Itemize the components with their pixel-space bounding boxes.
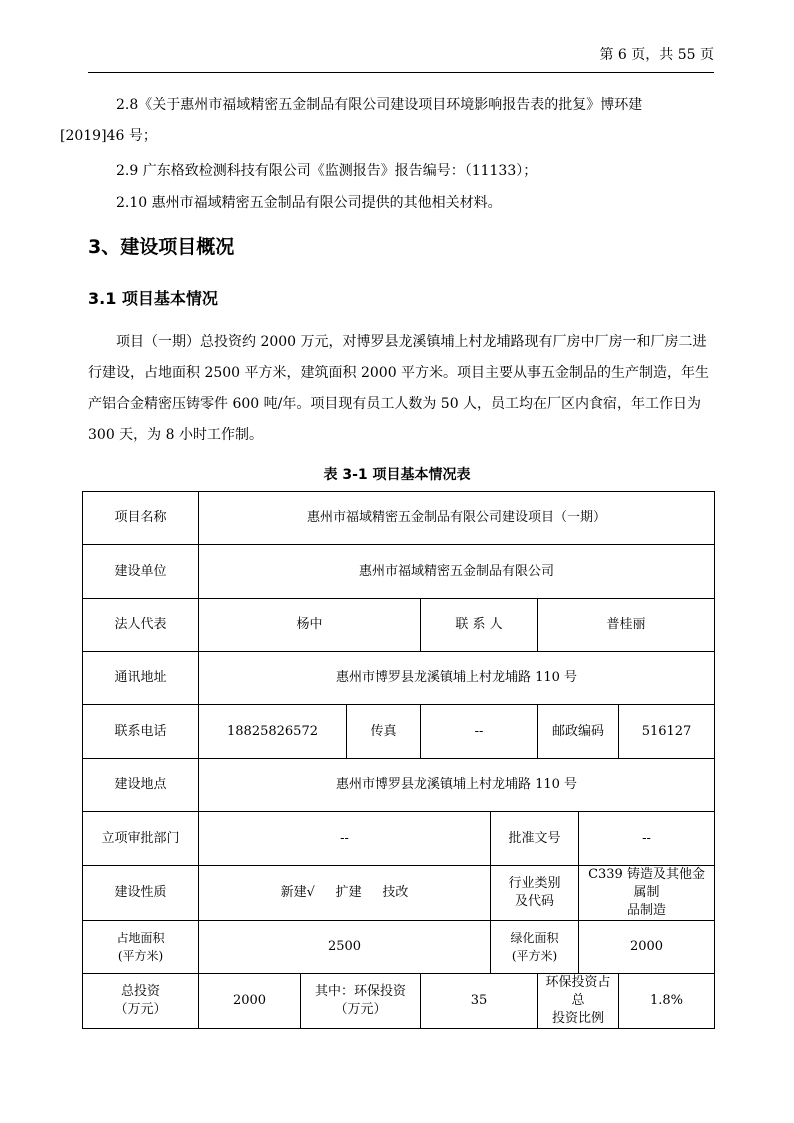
land-area-label: 占地面积 (平方米) bbox=[83, 921, 199, 974]
postcode-label: 邮政编码 bbox=[538, 705, 619, 759]
section-title: 3、建设项目概况 bbox=[88, 236, 235, 258]
contact-label: 联 系 人 bbox=[421, 599, 538, 652]
nature-label: 建设性质 bbox=[83, 866, 199, 921]
nature-new: 新建√ bbox=[280, 885, 315, 900]
invest: 2000 bbox=[199, 974, 301, 1029]
industry-label: 行业类别 及代码 bbox=[491, 866, 579, 921]
green-area-label: 绿化面积 (平方米) bbox=[491, 921, 579, 974]
legal-rep: 杨中 bbox=[199, 599, 421, 652]
page-number: 第 6 页，共 55 页 bbox=[599, 47, 714, 63]
env-ratio-label: 环保投资占总 投资比例 bbox=[538, 974, 619, 1029]
invest-label: 总投资 （万元） bbox=[83, 974, 199, 1029]
industry-code: C339 铸造及其他金属制 品制造 bbox=[579, 866, 715, 921]
project-name-label: 项目名称 bbox=[83, 492, 199, 545]
env-invest-label: 其中：环保投资 （万元） bbox=[301, 974, 421, 1029]
builder: 惠州市福域精密五金制品有限公司 bbox=[199, 545, 715, 599]
fax: -- bbox=[421, 705, 538, 759]
contact: 普桂丽 bbox=[538, 599, 715, 652]
nature-reform: 技改 bbox=[382, 885, 409, 900]
postcode: 516127 bbox=[619, 705, 715, 759]
env-invest: 35 bbox=[421, 974, 538, 1029]
site-label: 建设地点 bbox=[83, 759, 199, 812]
table-row bbox=[83, 599, 715, 652]
table-row bbox=[83, 759, 715, 812]
nature-expand: 扩建 bbox=[335, 885, 362, 900]
reference-2-8: 2.8《关于惠州市福域精密五金制品有限公司建设项目环境影响报告表的批复》博环建 [2019]46 号； bbox=[60, 97, 643, 144]
site: 惠州市博罗县龙溪镇埔上村龙埔路 110 号 bbox=[199, 759, 715, 812]
reference-2-9: 2.9 广东格致检测科技有限公司《监测报告》报告编号：（11133）； bbox=[116, 163, 538, 179]
builder-label: 建设单位 bbox=[83, 545, 199, 599]
table-caption: 表 3-1 项目基本情况表 bbox=[323, 467, 471, 483]
green-area: 2000 bbox=[579, 921, 715, 974]
intro-paragraph: 项目（一期）总投资约 2000 万元，对博罗县龙溪镇埔上村龙埔路现有厂房中厂房一和厂房二进行建设，占地面积 2500 平方米，建筑面积 2000 平方米。项目主要从事五金制品的生产制造，年生产铝合金精密压铸零件 600 吨/年。项目现有员工人数为 50 人，员工均在厂区内食宿，年工作日为 300 天，为 8 小时工作制。 bbox=[88, 334, 710, 443]
legal-rep-label: 法人代表 bbox=[83, 599, 199, 652]
nature-options bbox=[199, 866, 491, 921]
table-row bbox=[83, 866, 715, 921]
project-name: 惠州市福域精密五金制品有限公司建设项目（一期） bbox=[199, 492, 715, 545]
table-row bbox=[83, 652, 715, 705]
env-ratio: 1.8% bbox=[619, 974, 715, 1029]
project-info-table bbox=[82, 491, 715, 1029]
page-header bbox=[88, 44, 714, 73]
approval-no: -- bbox=[579, 812, 715, 866]
address: 惠州市博罗县龙溪镇埔上村龙埔路 110 号 bbox=[199, 652, 715, 705]
table-row bbox=[83, 705, 715, 759]
table-row bbox=[83, 974, 715, 1029]
table-row bbox=[83, 545, 715, 599]
approval-dept: -- bbox=[199, 812, 491, 866]
table-row bbox=[83, 921, 715, 974]
approval-no-label: 批准文号 bbox=[491, 812, 579, 866]
land-area: 2500 bbox=[199, 921, 491, 974]
address-label: 通讯地址 bbox=[83, 652, 199, 705]
phone: 18825826572 bbox=[199, 705, 347, 759]
phone-label: 联系电话 bbox=[83, 705, 199, 759]
subsection-title: 3.1 项目基本情况 bbox=[88, 289, 218, 308]
table-row bbox=[83, 812, 715, 866]
fax-label: 传真 bbox=[347, 705, 421, 759]
table-row bbox=[83, 492, 715, 545]
reference-2-10: 2.10 惠州市福域精密五金制品有限公司提供的其他相关材料。 bbox=[116, 195, 502, 211]
approval-dept-label: 立项审批部门 bbox=[83, 812, 199, 866]
